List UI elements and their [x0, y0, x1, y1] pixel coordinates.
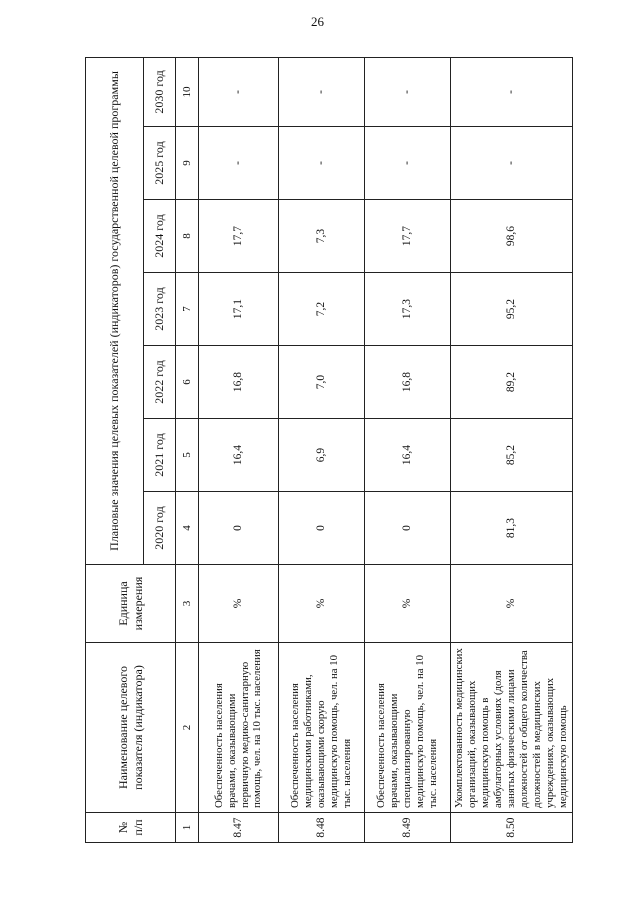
column-number: 6: [176, 346, 199, 419]
row-unit: %: [279, 565, 365, 643]
row-value: 7,3: [279, 200, 365, 273]
header-year: 2024 год: [144, 200, 176, 273]
header-year: 2021 год: [144, 419, 176, 492]
row-value: 17,7: [199, 200, 279, 273]
row-num: 8.49: [365, 813, 451, 843]
table-row: [451, 57, 573, 842]
header-unit: Единица измерения: [86, 565, 176, 643]
header-year: 2023 год: [144, 273, 176, 346]
row-value: 17,3: [365, 273, 451, 346]
row-value: 16,8: [199, 346, 279, 419]
header-year: 2030 год: [144, 57, 176, 126]
row-indicator-name: Обеспеченность населения врачами, оказывающими первичную медико-санитарную помощь, чел. на 10 тыс. населения: [199, 643, 279, 813]
table-row: [199, 57, 279, 842]
header-name: Наименование целевого показателя (индикатора): [86, 643, 176, 813]
header-year: 2020 год: [144, 492, 176, 565]
indicator-table: [85, 57, 573, 843]
row-value: -: [199, 57, 279, 126]
row-value: 89,2: [451, 346, 573, 419]
header-num: № п/п: [86, 813, 176, 843]
header-row-1: [86, 57, 144, 842]
column-number-row: [176, 57, 199, 842]
column-number: 9: [176, 127, 199, 200]
header-year: 2022 год: [144, 346, 176, 419]
row-value: 16,8: [365, 346, 451, 419]
row-value: 0: [279, 492, 365, 565]
row-value: 17,7: [365, 200, 451, 273]
row-unit: %: [199, 565, 279, 643]
row-num: 8.47: [199, 813, 279, 843]
row-value: 98,6: [451, 200, 573, 273]
header-plan: Плановые значения целевых показателей (индикаторов) государственной целевой программы: [86, 57, 144, 564]
row-value: -: [365, 127, 451, 200]
row-num: 8.50: [451, 813, 573, 843]
column-number: 2: [176, 643, 199, 813]
row-value: -: [365, 57, 451, 126]
page-number: 26: [311, 14, 324, 29]
row-value: 0: [365, 492, 451, 565]
row-value: 95,2: [451, 273, 573, 346]
row-value: -: [199, 127, 279, 200]
column-number: 4: [176, 492, 199, 565]
table-row: [279, 57, 365, 842]
row-value: 7,0: [279, 346, 365, 419]
column-number: 8: [176, 200, 199, 273]
row-value: -: [279, 127, 365, 200]
row-num: 8.48: [279, 813, 365, 843]
column-number: 10: [176, 57, 199, 126]
row-value: 81,3: [451, 492, 573, 565]
row-unit: %: [365, 565, 451, 643]
column-number: 3: [176, 565, 199, 643]
row-value: 16,4: [365, 419, 451, 492]
indicator-table-rotated: [85, 58, 569, 843]
row-value: 0: [199, 492, 279, 565]
table-row: [365, 57, 451, 842]
row-value: 17,1: [199, 273, 279, 346]
column-number: 7: [176, 273, 199, 346]
row-indicator-name: Обеспеченность населения врачами, оказывающими специализированную медицинскую помощь, чел. на 10 тыс. населения: [365, 643, 451, 813]
row-indicator-name: Укомплектованность медицинских организаций, оказывающих медицинскую помощь в амбулаторных условиях (доля занятых физическими лицами должностей от общего количества должностей в медицинских учреждениях, оказывающих медицинскую помощь: [451, 643, 573, 813]
column-number: 1: [176, 813, 199, 843]
header-year: 2025 год: [144, 127, 176, 200]
row-value: -: [451, 127, 573, 200]
row-value: 6,9: [279, 419, 365, 492]
row-value: -: [451, 57, 573, 126]
row-value: 16,4: [199, 419, 279, 492]
row-value: 85,2: [451, 419, 573, 492]
row-value: 7,2: [279, 273, 365, 346]
row-indicator-name: Обеспеченность населения медицинскими работниками, оказывающими скорую медицинскую помощь, чел. на 10 тыс. населения: [279, 643, 365, 813]
row-unit: %: [451, 565, 573, 643]
column-number: 5: [176, 419, 199, 492]
row-value: -: [279, 57, 365, 126]
